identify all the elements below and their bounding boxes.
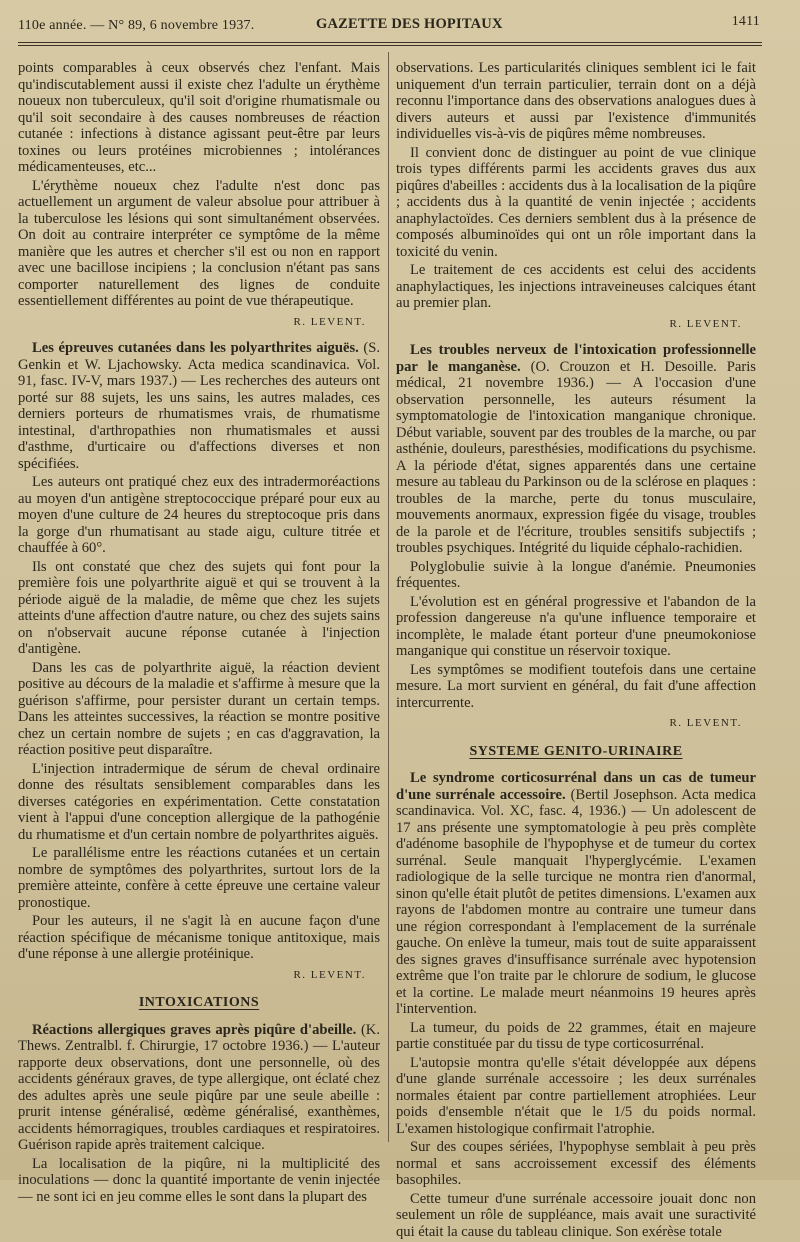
- journal-title: GAZETTE DES HOPITAUX: [316, 16, 503, 32]
- article-citation: (Bertil Josephson. Acta medica scandinavica. Vol. XC, fasc. 4, 1936.) —: [396, 786, 756, 819]
- article-lead: [396, 770, 756, 1018]
- paragraph: Le traitement de ces accidents est celui des accidents anaphylactiques, les injections intraveineuses calciques étant au premier plan.: [396, 262, 756, 311]
- paragraph: La tumeur, du poids de 22 grammes, était en majeure partie constituée par du tissu de type corticosurrénal.: [396, 1019, 756, 1052]
- issue-info: 110e année. — N° 89, 6 novembre 1937.: [18, 18, 255, 33]
- paragraph: A l'occasion d'une observation personnelle, les auteurs résument la symptomatologie de l'intoxication manganique chronique. Début variable, souvent par des troubles de la marche, ou par asthénie, douleurs, paresthésies, modifications du psychisme. A la période d'état, signes apparentés dans une certaine mesure au tableau du Parkinson ou de la sclérose en plaques : troubles de la marche, perte du tonus musculaire, mouvements anormaux, expression figée du visage, troubles de la parole et de l'écriture, troubles sensitifs subjectifs ; troubles psychiques. Intégrité du liquide céphalo-rachidien.: [396, 375, 756, 556]
- article-citation: (S. Genkin et W. Ljachowsky. Acta medica scandinavica. Vol. 91, fasc. IV-V, mars 1937.) —: [18, 340, 380, 389]
- paragraph: Les recherches des auteurs ont porté sur 88 sujets, les uns sains, les autres malades, ces derniers porteurs de rhumatismes vrais, de rhumatisme intestinal, d'arthropathies non rhumatismales et aussi d'asthme, d'urticaire ou d'affections diverses et non spécifiées.: [18, 373, 380, 472]
- article-lead: [396, 342, 756, 557]
- paragraph: Dans les cas de polyarthrite aiguë, la réaction devient positive au décours de la maladie et s'affirme à mesure que la guérison s'affirme, pour persister durant un certain temps. Dans les atteintes successives, la réaction se montre positive chez un certain nombre de sujets ; en cas d'aggravation, la réaction positive peut disparaître.: [18, 659, 380, 758]
- article-title: Réactions allergiques graves après piqûre d'abeille.: [32, 1021, 357, 1038]
- paragraph: Polyglobulie suivie à la longue d'anémie. Pneumonies fréquentes.: [396, 558, 756, 591]
- paragraph: Il convient donc de distinguer au point de vue clinique trois types différents parmi les accidents graves dus aux piqûres d'abeilles : accidents dus à la localisation de la piqûre ; accidents dus à la quantité de venin injectée ; accidents anaphylactoïdes. Ces derniers semblent dus à la présence de composés albuminoïdes qui ont un rôle important dans la toxicité du venin.: [396, 144, 756, 260]
- signature: R. LEVENT.: [669, 317, 742, 330]
- paragraph: Un adolescent de 17 ans présente une symptomatologie à peu près complète d'adénome basophile de l'hypophyse et de tumeur du cortex surrénal. Seule manquait l'hyperglycémie. L'examen radiologique de la selle turcique ne montra rien d'anormal, sinon qu'elle était plutôt de petites dimensions. L'examen aux rayons de l'abdomen montre au contraire une tumeur dans une région correspondant à l'emplacement de la surrénale gauche. On enlève la tumeur, mais tout de suite apparaissent des signes graves d'insuffisance surrénale avec hypotension extrême que l'on traite par le chlorure de sodium, le glucose et la cortine. Le malade meurt néanmoins 19 heures après l'intervention.: [396, 803, 757, 1017]
- paragraph: L'évolution est en général progressive et l'abandon de la profession dangereuse n'a qu'une influence temporaire et incomplète, le malade étant porteur d'une pneumokoniose manganique qui constitue un réservoir toxique.: [396, 593, 756, 659]
- paragraph: Les symptômes se modifient toutefois dans une certaine mesure. La mort survient en général, du fait d'une affection intercurrente.: [396, 661, 756, 711]
- header-rule: [18, 42, 762, 46]
- signature: R. LEVENT.: [293, 968, 366, 981]
- signature: R. LEVENT.: [293, 315, 366, 328]
- paragraph: La localisation de la piqûre, ni la multiplicité des inoculations — donc la quantité importante de venin injectée — ne sont ici en jeu comme elles le sont dans la plupart des: [18, 1155, 380, 1205]
- paragraph: points comparables à ceux observés chez l'enfant. Mais qu'indiscutablement aussi il existe chez l'adulte un érythème noueux non tuberculeux, qu'il soit d'origine rhumatismale ou qu'il soit secondaire à des causes nombreuses de réaction cutanée : infections à distance agissant peut-être par leurs toxines ou leurs protéines microbiennes ; intolérances médicamenteuses, etc...: [18, 60, 380, 175]
- signature: R. LEVENT.: [669, 717, 742, 729]
- paragraph: L'érythème noueux chez l'adulte n'est donc pas actuellement un argument de valeur absolue pour attribuer à la tuberculose les lésions qui sont simultanément observées. On doit au contraire interpréter ce symptôme de la même manière que les autres et chercher s'il est ou non en rapport avec une bacillose incipiens ; la conclusion n'étant pas sans comporter naturellement des lignes de conduite essentiellement différentes au point de vue thérapeutique.: [18, 177, 380, 309]
- running-header: [18, 14, 760, 36]
- article-lead: [18, 1022, 380, 1154]
- paragraph: L'auteur rapporte deux observations, dont une personnelle, où des accidents généraux graves, de type allergique, ont éclaté chez des adultes après une seule piqûre par une seule abeille : prurit intense généralisé, œdème généralisé, exanthèmes, accidents hémorragiques, troubles cardiaques et respiratoires. Guérison rapide après traitement calcique.: [18, 1038, 380, 1153]
- paragraph: Cette tumeur d'une surrénale accessoire jouait donc non seulement un rôle de suppléance, mais avait une suractivité qui était la cause du tableau clinique. Son exérèse totale: [396, 1190, 756, 1240]
- article-citation: (K. Thews. Zentralbl. f. Chirurgie, 17 octobre 1936.) —: [18, 1021, 380, 1054]
- left-column: [18, 60, 380, 1207]
- paragraph: observations. Les particularités cliniques semblent ici le fait uniquement d'un terrain particulier, terrain dont on a déjà reconnu l'importance dans des observations analogues dues à divers auteurs et aussi par l'existence d'immunités individuelles vis-à-vis de piqûres même nombreuses.: [396, 60, 756, 142]
- section-heading: INTOXICATIONS: [138, 995, 260, 1010]
- article-title: Les épreuves cutanées dans les polyarthrites aiguës.: [32, 340, 359, 356]
- paragraph: Sur des coupes sériées, l'hypophyse semblait à peu près normal et sans accroissement excessif des éléments basophiles.: [396, 1139, 756, 1188]
- paragraph: Pour les auteurs, il ne s'agit là en aucune façon d'une réaction spécifique de mécanisme tonique antitoxique, mais d'une réponse à une allergie protéinique.: [18, 913, 380, 962]
- paragraph: L'autopsie montra qu'elle s'était développée aux dépens d'une glande surrénale accessoire ; les deux surrénales normales étaient par contre partiellement atrophiées. Leur poids d'ensemble n'était que le 1/5 du poids normal. L'examen histologique confirmait l'atrophie.: [396, 1054, 756, 1137]
- paragraph: Ils ont constaté que chez des sujets qui font pour la première fois une polyarthrite aiguë et qui se trouvent à la période aiguë de la maladie, de même que chez les sujets atteints d'une affection d'autre nature, ou chez des sujets sains on n'observait aucune réponse cutanée à l'injection d'antigène.: [18, 558, 380, 657]
- paragraph: L'injection intradermique de sérum de cheval ordinaire donne des résultats sensiblement comparables dans les diverses catégories en expérimentation. Cette constatation vient à l'appui d'une conception allergique de la pathogénie du rhumatisme et d'un certain nombre de polyarthrites aiguës.: [18, 760, 380, 843]
- article-lead: [18, 340, 380, 472]
- article-title: Les troubles nerveux de l'intoxication professionnelle par le manganèse.: [396, 342, 756, 375]
- paragraph: Les auteurs ont pratiqué chez eux des intradermoréactions au moyen d'un antigène streptococcique préparé pour eux au moyen d'une culture de 24 heures du streptocoque pris dans la gorge d'un rhumatisant au stade aigu, culture titrée et chauffée à 60°.: [18, 474, 380, 556]
- article-citation: (O. Crouzon et H. Desoille. Paris médical, 21 novembre 1936.) —: [396, 358, 756, 391]
- column-divider: [388, 52, 389, 1142]
- section-heading: SYSTEME GENITO-URINAIRE: [469, 743, 683, 759]
- paragraph: Le parallélisme entre les réactions cutanées et un certain nombre de symptômes des polyarthrites, surtout lors de la première atteinte, confère à cette épreuve une certaine valeur pronostique.: [18, 845, 380, 911]
- article-title: Le syndrome corticosurrénal dans un cas de tumeur d'une surrénale accessoire.: [396, 770, 756, 803]
- right-column: [396, 60, 756, 1242]
- page-number: 1411: [731, 14, 760, 29]
